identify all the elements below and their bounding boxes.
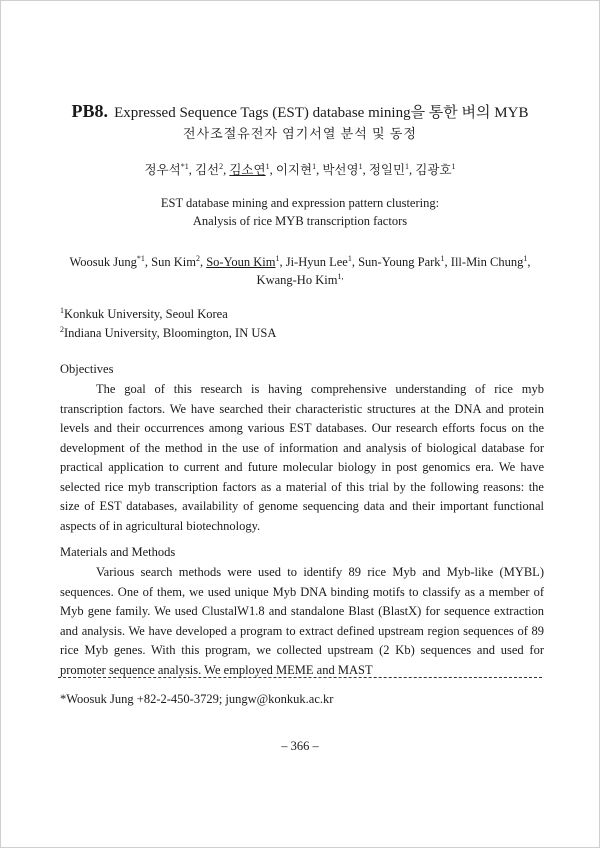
author-name: 이지현 bbox=[275, 163, 313, 177]
methods-heading: Materials and Methods bbox=[60, 545, 176, 559]
objectives-text: The goal of this research is having comprehensive understanding of rice myb transcription factors. We have searched their characteristic structures at the DNA and protein levels and their occurrences among various EST databases. Our research efforts focus on the development of the method in the use of information and analysis of biological database for practical application to current and future molecular biology in post genomics era. We have selected rice myb transcription factors as a material of this trial by the following reasons: the size of EST databases, availability of genome sequencing data and their important functional aspects of in agricultural biotechnology. bbox=[60, 382, 544, 533]
author bbox=[144, 163, 194, 177]
author-affiliation-marker: 1 bbox=[405, 161, 410, 171]
korean-author-list bbox=[0, 160, 600, 178]
author bbox=[206, 255, 286, 269]
author-affiliation-marker: 1 bbox=[312, 161, 317, 171]
author bbox=[451, 255, 531, 269]
affiliation-1 bbox=[60, 306, 228, 322]
author-separator: , bbox=[144, 255, 152, 270]
author-affiliation-marker: 2 bbox=[219, 161, 224, 171]
author-affiliation-marker: *1 bbox=[180, 161, 189, 171]
author-affiliation-marker: 1 bbox=[347, 254, 352, 263]
author-separator: , bbox=[188, 163, 195, 177]
objectives-heading: Objectives bbox=[60, 362, 114, 376]
author-separator: , bbox=[199, 255, 207, 270]
author-separator: , bbox=[444, 255, 451, 270]
author-name: Sun-Young Park bbox=[358, 255, 441, 270]
english-author-list-continued bbox=[0, 272, 600, 288]
author-separator: , bbox=[279, 255, 286, 270]
english-author-list bbox=[0, 254, 600, 270]
methods-text: Various search methods were used to identify 89 rice Myb and Myb-like (MYBL) sequences. One of them, we used unique Myb DNA binding motifs to classify as a member of Myb gene family. We used ClustalW1.8 and standalone Blast (BlastX) for sequence extraction and analysis. We have developed a program to extract defined upstream region sequences of 89 rice Myb genes. With this program, we collected upstream (2 Kb) sequences and used for promoter sequence analysis. We employed MEME and MAST bbox=[60, 565, 544, 677]
objectives-paragraph bbox=[60, 380, 544, 536]
author-affiliation-marker: 1 bbox=[451, 161, 456, 171]
author-affiliation-marker: 1 bbox=[358, 161, 363, 171]
footnote: *Woosuk Jung +82-2-450-3729; jungw@konkuk.ac.kr bbox=[60, 692, 334, 706]
affiliation-1-text: Konkuk University, Seoul Korea bbox=[64, 307, 228, 322]
title-line-2: 전사조절유전자 염기서열 분석 및 동정 bbox=[183, 126, 417, 141]
author-separator: , bbox=[269, 163, 276, 177]
author-affiliation-marker: 1 bbox=[440, 254, 445, 263]
author bbox=[229, 163, 275, 177]
author-name: Kwang-Ho Kim bbox=[256, 273, 338, 288]
author-name: Woosuk Jung bbox=[69, 255, 137, 270]
author-affiliation-marker: 1 bbox=[523, 254, 528, 263]
author bbox=[415, 163, 455, 177]
author-name: 김광호 bbox=[415, 163, 452, 177]
affiliation-2 bbox=[60, 325, 276, 341]
title-text: Expressed Sequence Tags (EST) database mining을 통한 벼의 MYB bbox=[114, 105, 529, 121]
author bbox=[195, 163, 229, 177]
author-name: 김소연 bbox=[229, 163, 266, 177]
author-name: 박선영 bbox=[322, 163, 359, 177]
author bbox=[358, 255, 451, 269]
author-affiliation-marker: 1 bbox=[265, 161, 270, 171]
author-name: 정우석 bbox=[144, 163, 181, 177]
author-separator: , bbox=[316, 163, 323, 177]
author-name: So-Youn Kim bbox=[206, 255, 276, 270]
author-separator: , bbox=[409, 163, 416, 177]
author-separator: , bbox=[527, 255, 531, 270]
author-separator: , bbox=[223, 163, 230, 177]
author-name: Sun Kim bbox=[151, 255, 196, 270]
author-affiliation-marker: 2 bbox=[195, 254, 200, 263]
poster-code: PB8. bbox=[71, 101, 109, 121]
author-name: 정일민 bbox=[368, 163, 406, 177]
english-title-line-2: Analysis of rice MYB transcription factors bbox=[192, 214, 408, 228]
author bbox=[322, 163, 368, 177]
author-affiliation-marker: 1, bbox=[337, 272, 344, 281]
methods-paragraph bbox=[60, 563, 544, 680]
author-separator: , bbox=[362, 163, 369, 177]
author bbox=[151, 255, 206, 269]
author bbox=[369, 163, 415, 177]
author bbox=[70, 255, 152, 269]
affiliation-2-text: Indiana University, Bloomington, IN USA bbox=[64, 326, 277, 341]
author bbox=[276, 163, 322, 177]
affiliation-2-marker: 2 bbox=[60, 325, 64, 334]
affiliation-1-marker: 1 bbox=[60, 306, 64, 315]
author bbox=[257, 273, 344, 287]
footnote-divider bbox=[58, 677, 542, 678]
author-separator: , bbox=[351, 255, 359, 270]
author-affiliation-marker: *1 bbox=[136, 254, 145, 263]
author bbox=[286, 255, 358, 269]
title-line-1 bbox=[0, 101, 600, 122]
author-name: 김선 bbox=[194, 163, 220, 177]
author-affiliation-marker: 1 bbox=[275, 254, 280, 263]
author-name: Ill-Min Chung bbox=[450, 255, 524, 270]
author-name: Ji-Hyun Lee bbox=[285, 255, 348, 270]
english-title-line-1: EST database mining and expression pattern clustering: bbox=[160, 196, 440, 210]
page-number: – 366 – bbox=[281, 739, 319, 753]
